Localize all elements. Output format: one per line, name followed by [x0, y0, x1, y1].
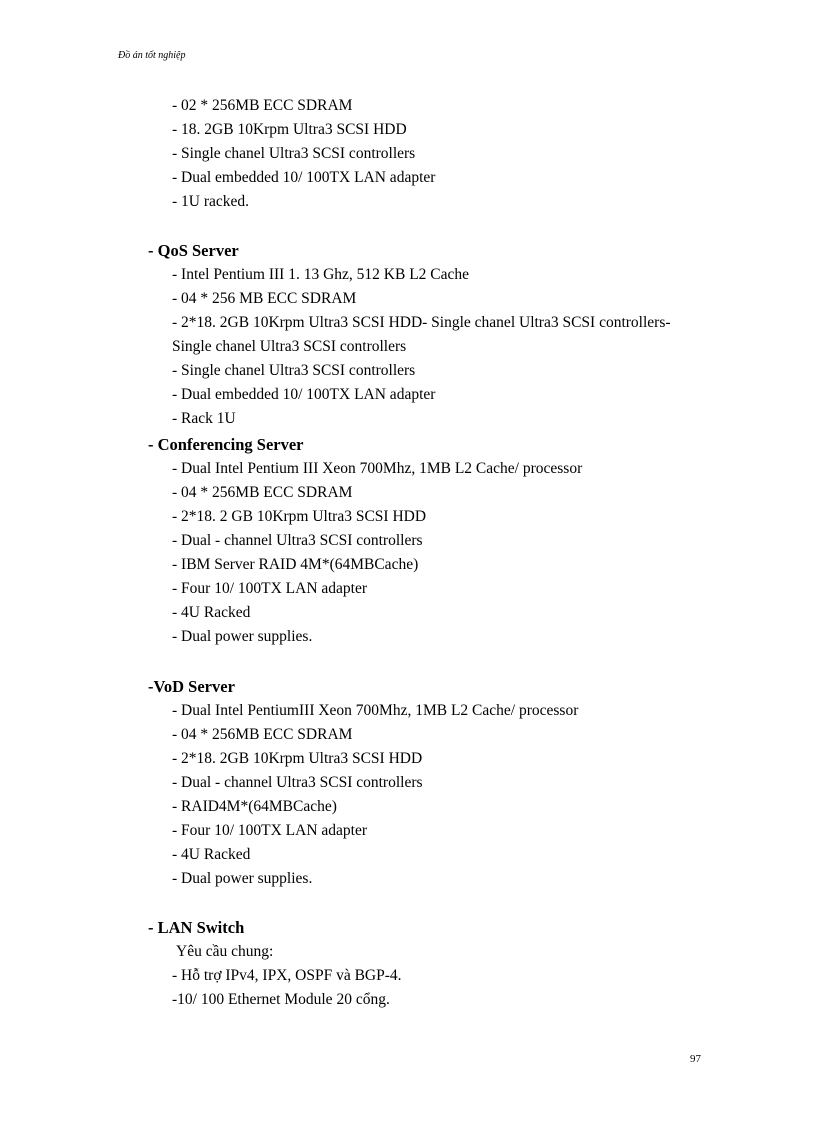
section-heading-qos: - QoS Server: [148, 241, 239, 260]
list-item: - Dual power supplies.: [172, 628, 313, 645]
list-item: - 4U Racked: [172, 846, 251, 863]
list-item: - Four 10/ 100TX LAN adapter: [172, 822, 367, 839]
page-number: 97: [690, 1053, 701, 1065]
list-item: - Single chanel Ultra3 SCSI controllers: [172, 145, 416, 162]
list-item: - 04 * 256 MB ECC SDRAM: [172, 290, 357, 307]
section-heading-conferencing: - Conferencing Server: [148, 435, 304, 454]
list-item: - Dual Intel PentiumIII Xeon 700Mhz, 1MB L2 Cache/ processor: [172, 702, 579, 719]
requirements-label: Yêu cầu chung:: [176, 943, 274, 960]
list-item: - Rack 1U: [172, 410, 236, 427]
list-item: - Single chanel Ultra3 SCSI controllers: [172, 362, 416, 379]
section-heading-vod: -VoD Server: [148, 677, 235, 696]
running-header: Đồ án tốt nghiệp: [118, 50, 186, 61]
list-item: - Dual - channel Ultra3 SCSI controllers: [172, 532, 423, 549]
list-item: - Four 10/ 100TX LAN adapter: [172, 580, 367, 597]
list-item: - 2*18. 2GB 10Krpm Ultra3 SCSI HDD: [172, 750, 423, 767]
list-item: - Intel Pentium III 1. 13 Ghz, 512 KB L2 Cache: [172, 266, 470, 283]
list-item: - RAID4M*(64MBCache): [172, 798, 337, 815]
list-item: - Dual embedded 10/ 100TX LAN adapter: [172, 169, 436, 186]
section-heading-lan: - LAN Switch: [148, 918, 245, 937]
list-item: - 1U racked.: [172, 193, 250, 210]
list-item: - 18. 2GB 10Krpm Ultra3 SCSI HDD: [172, 121, 407, 138]
list-item: - Dual embedded 10/ 100TX LAN adapter: [172, 386, 436, 403]
list-item: - 04 * 256MB ECC SDRAM: [172, 484, 353, 501]
list-item: - Dual power supplies.: [172, 870, 313, 887]
list-item: - 04 * 256MB ECC SDRAM: [172, 726, 353, 743]
list-item: - Dual Intel Pentium III Xeon 700Mhz, 1MB L2 Cache/ processor: [172, 460, 583, 477]
list-item: - IBM Server RAID 4M*(64MBCache): [172, 556, 419, 573]
list-item: - Hỗ trợ IPv4, IPX, OSPF và BGP-4.: [172, 967, 402, 984]
list-item: - 2*18. 2GB 10Krpm Ultra3 SCSI HDD- Single chanel Ultra3 SCSI controllers- Single chanel Ultra3 SCSI controllers: [172, 314, 671, 355]
list-item: - Dual - channel Ultra3 SCSI controllers: [172, 774, 423, 791]
list-item: - 4U Racked: [172, 604, 251, 621]
list-item: - 2*18. 2 GB 10Krpm Ultra3 SCSI HDD: [172, 508, 427, 525]
list-item: -10/ 100 Ethernet Module 20 cổng.: [172, 991, 390, 1008]
list-item: - 02 * 256MB ECC SDRAM: [172, 97, 353, 114]
